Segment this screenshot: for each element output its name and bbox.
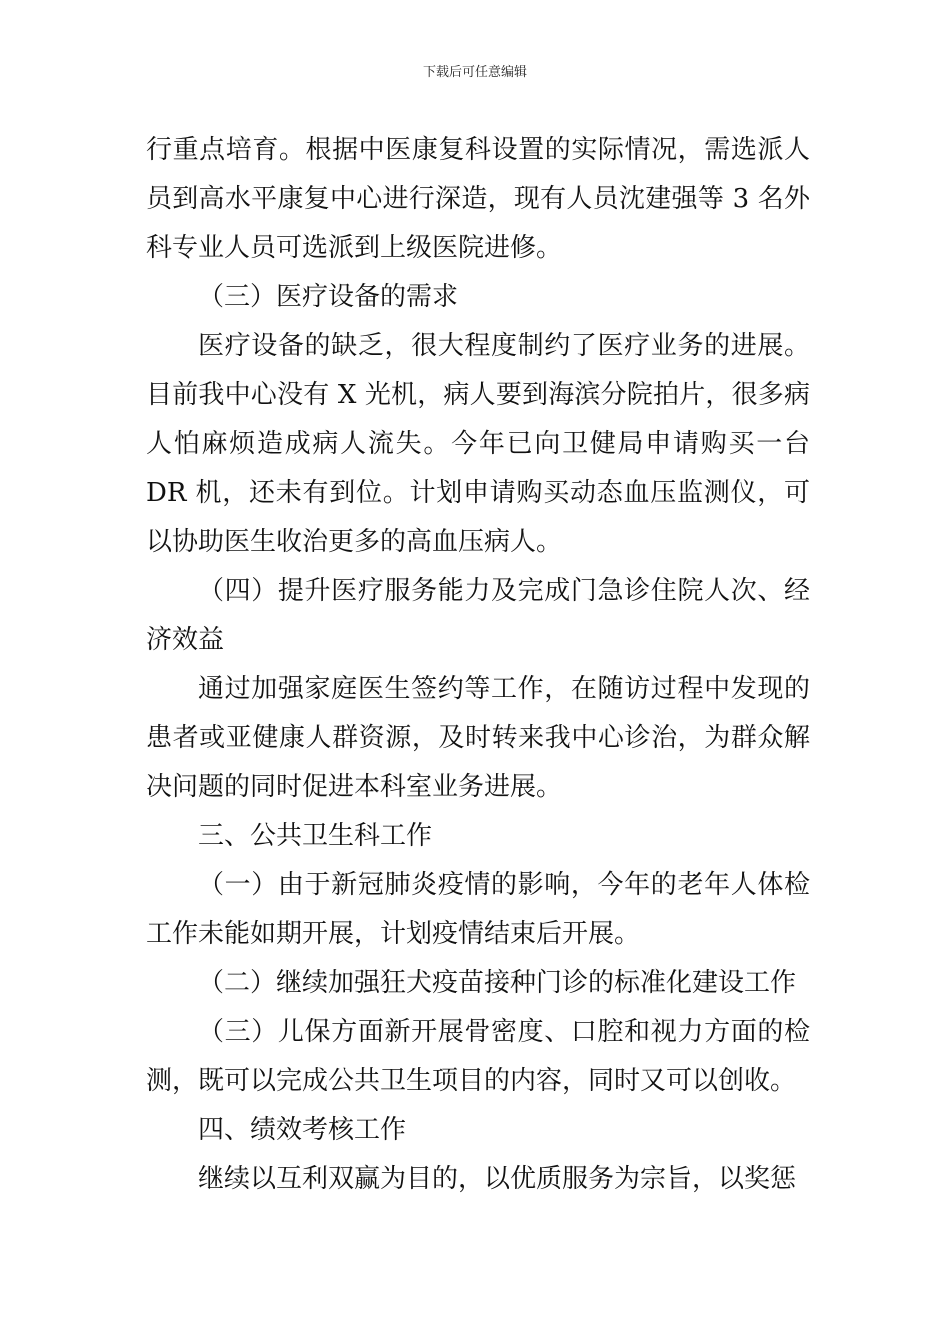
paragraph-public-health-2: （二）继续加强狂犬疫苗接种门诊的标准化建设工作: [198, 968, 797, 998]
heading-performance-review: 四、绩效考核工作: [198, 1115, 407, 1145]
paragraph-equipment: 医疗设备的缺乏，很大程度制约了医疗业务的进展。目前我中心没有 X 光机，病人要到海滨分院拍片，很多病人怕麻烦造成病人流失。今年已向卫健局申请购买一台 DR 机，还未有到位。计划申请购买动态血压监测仪，可以协助医生收治更多的高血压病人。: [146, 331, 810, 557]
heading-public-health: 三、公共卫生科工作: [198, 821, 433, 851]
heading-equipment-needs: （三）医疗设备的需求: [198, 282, 459, 312]
paragraph-performance-review: 继续以互利双赢为目的，以优质服务为宗旨，以奖惩: [198, 1164, 797, 1194]
paragraph-public-health-1: （一）由于新冠肺炎疫情的影响，今年的老年人体检工作未能如期开展，计划疫情结束后开展。: [146, 870, 810, 949]
heading-service-capacity: （四）提升医疗服务能力及完成门急诊住院人次、经济效益: [146, 576, 810, 655]
page-header: 下载后可任意编辑: [422, 65, 527, 80]
paragraph-public-health-3: （三）儿保方面新开展骨密度、口腔和视力方面的检测，既可以完成公共卫生项目的内容，同时又可以创收。: [146, 1017, 810, 1096]
document-body: [146, 126, 810, 1204]
paragraph-intro: 行重点培育。根据中医康复科设置的实际情况，需选派人员到高水平康复中心进行深造，现有人员沈建强等 3 名外科专业人员可选派到上级医院进修。: [146, 135, 810, 263]
paragraph-service-capacity: 通过加强家庭医生签约等工作，在随访过程中发现的患者或亚健康人群资源，及时转来我中心诊治，为群众解决问题的同时促进本科室业务进展。: [146, 674, 810, 802]
